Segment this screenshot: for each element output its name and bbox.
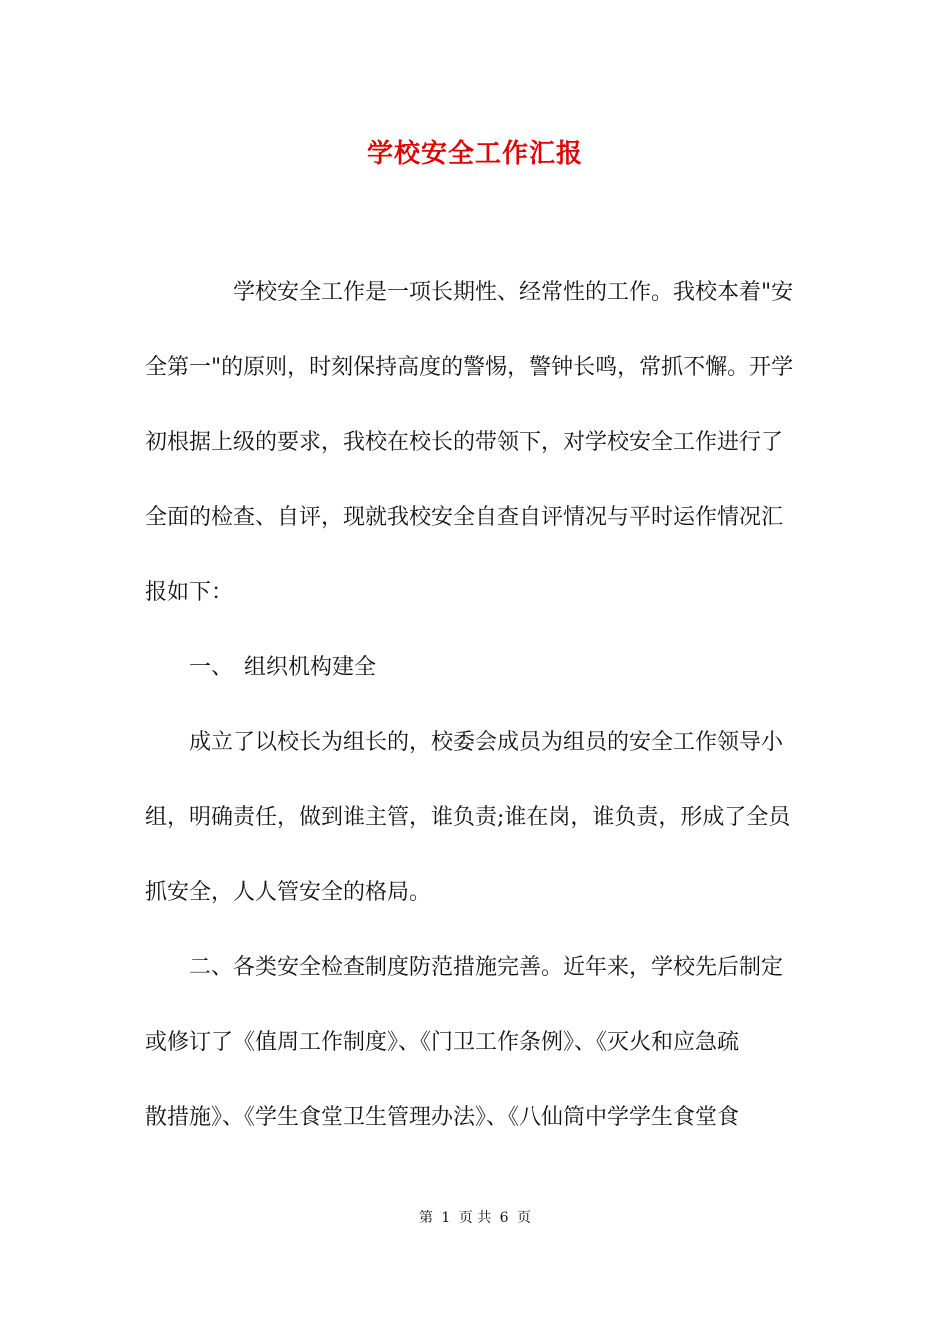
document-title: 学校安全工作汇报 [366,139,583,169]
body-line: 初根据上级的要求，我校在校长的带领下，对学校安全工作进行了 [145,430,784,455]
body-line: 学校安全工作是一项长期性、经常性的工作。我校本着"安 [145,280,794,305]
page-footer [0,1208,950,1228]
body-line: 散措施》、《学生食堂卫生管理办法》、《八仙筒中学学生食堂食 [145,1105,740,1130]
body-line: 组，明确责任，做到谁主管，谁负责;谁在岗，谁负责，形成了全员 [145,805,791,830]
document-body [145,255,805,1155]
body-line: 抓安全，人人管安全的格局。 [145,880,432,905]
body-line: 二、各类安全检查制度防范措施完善。近年来，学校先后制定 [145,955,784,980]
body-line: 成立了以校长为组长的，校委会成员为组员的安全工作领导小 [145,730,784,755]
footer-total-pages: 6 [499,1210,509,1226]
body-line: 全面的检查、自评，现就我校安全自查自评情况与平时运作情况汇 [145,505,784,530]
footer-prefix: 第 [418,1210,433,1226]
body-line: 或修订了《值周工作制度》、《门卫工作条例》、《灭火和应急疏 [145,1030,740,1055]
body-line: 报如下： [145,580,234,605]
body-line: 全第一"的原则，时刻保持高度的警惕，警钟长鸣，常抓不懈。开学 [145,355,794,380]
footer-suffix: 页 [517,1210,532,1226]
footer-mid: 页 共 [458,1210,492,1226]
section-heading: 一、 组织机构建全 [145,655,377,680]
footer-current-page: 1 [441,1210,451,1226]
